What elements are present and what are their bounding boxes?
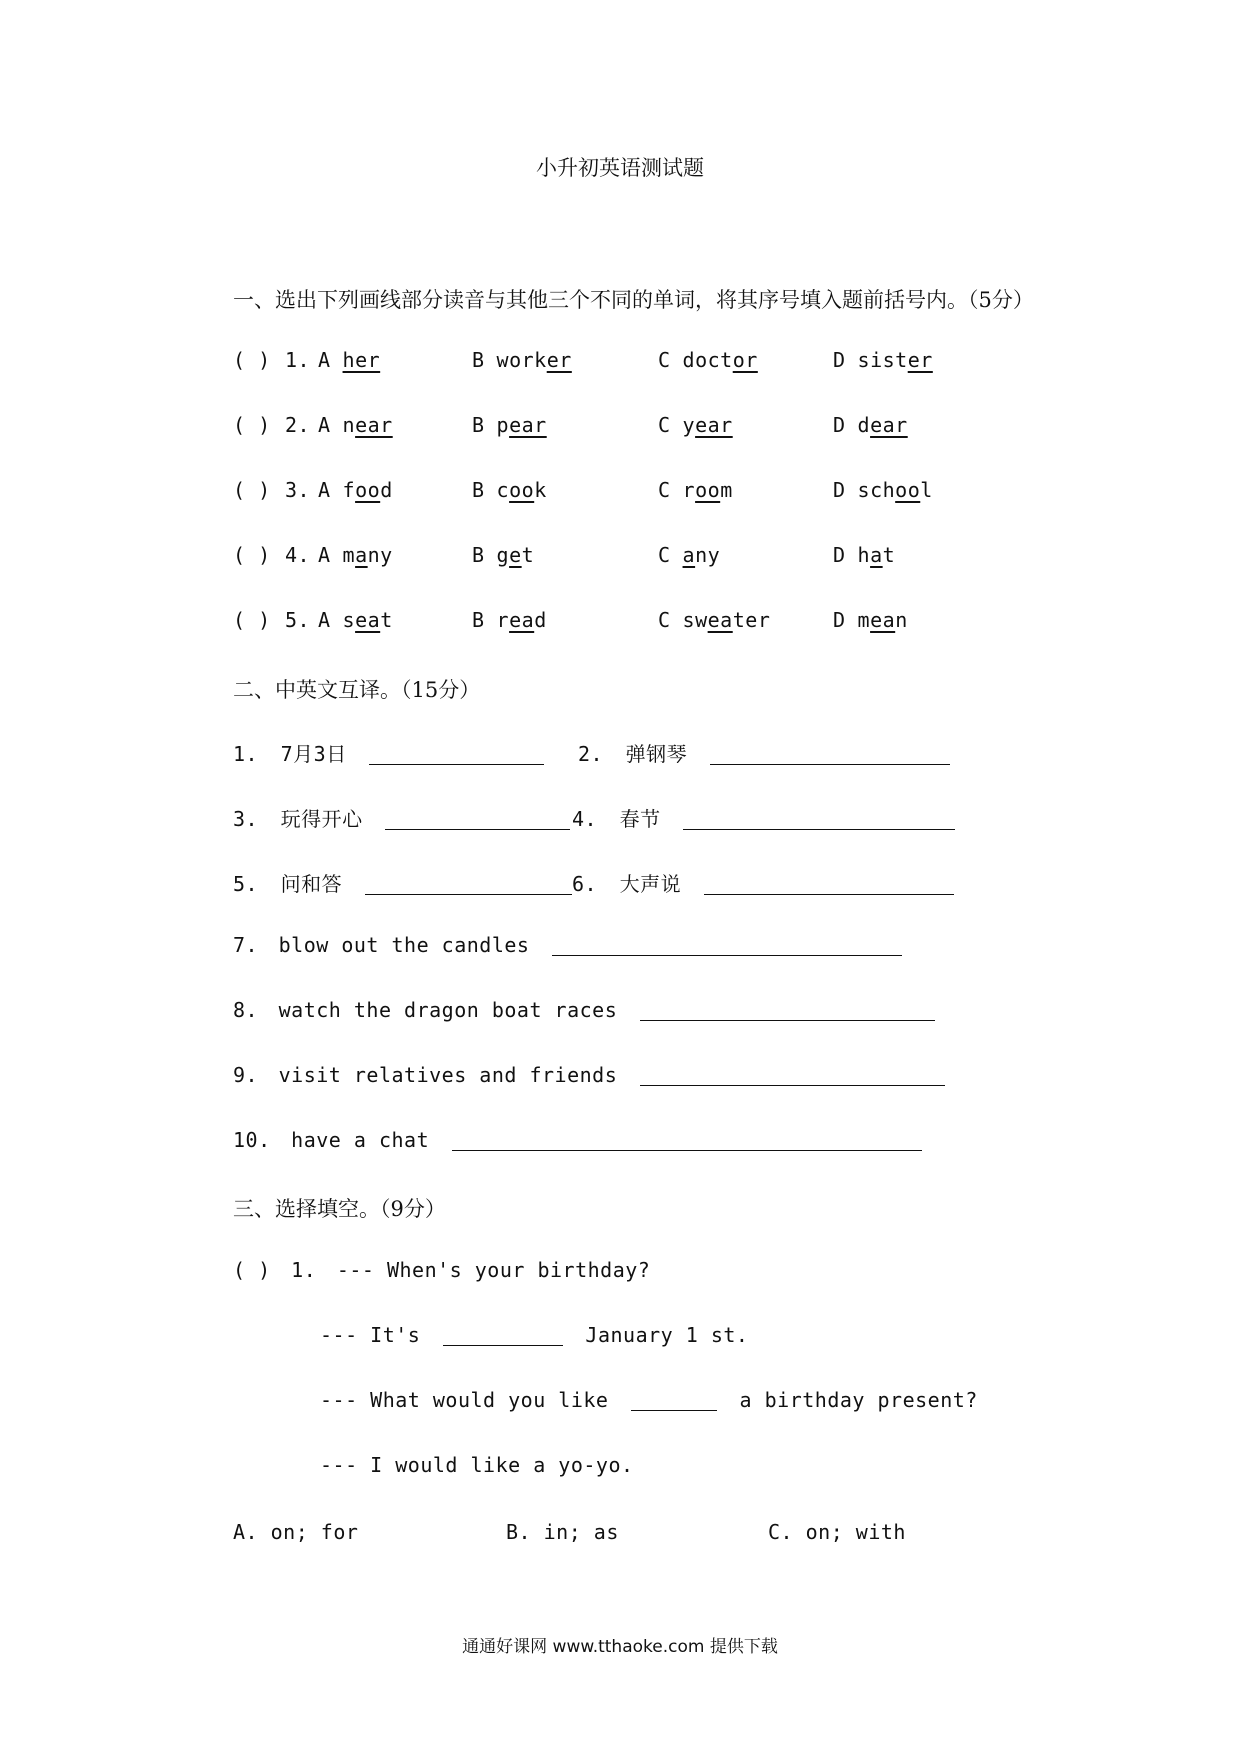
underlined-part: ear — [509, 413, 547, 437]
option-d — [833, 478, 933, 502]
option-letter: D — [833, 413, 846, 437]
answer-blank[interactable] — [640, 1084, 945, 1086]
dialogue-line-3 — [320, 1388, 978, 1412]
item-text: visit relatives and friends — [278, 1063, 618, 1087]
option-word — [858, 413, 908, 437]
option-word — [343, 608, 393, 632]
underlined-part: oo — [355, 478, 381, 502]
answer-bracket[interactable]: ( ) — [233, 478, 271, 502]
page-footer: 通通好课网 www.tthaoke.com 提供下载 — [462, 1637, 778, 1657]
option-letter: B — [472, 413, 485, 437]
item-text: 春节 — [619, 807, 661, 831]
option-b — [472, 413, 547, 437]
word-part: t — [882, 543, 896, 567]
word-part: g — [496, 543, 510, 567]
word-part: l — [920, 478, 933, 502]
option-b — [472, 543, 534, 567]
item-number: 4. — [572, 807, 598, 831]
word-part: c — [496, 478, 510, 502]
page-title: 小升初英语测试题 — [536, 156, 704, 180]
option-b — [472, 348, 572, 372]
underlined-part: ear — [355, 413, 393, 437]
question-number: 5. — [285, 608, 311, 632]
translation-item-9 — [233, 1063, 945, 1087]
option-a — [318, 478, 393, 502]
option-letter: D — [833, 608, 846, 632]
word-part: y — [682, 413, 696, 437]
item-number: 10. — [233, 1128, 271, 1152]
answer-blank[interactable] — [552, 954, 902, 956]
word-part: p — [496, 413, 510, 437]
option-letter: A — [318, 413, 331, 437]
dialogue-line-2 — [320, 1323, 748, 1347]
option-letter: B — [472, 608, 485, 632]
option-d — [833, 543, 895, 567]
option-b — [472, 608, 547, 632]
option-a[interactable]: A. on; for — [233, 1520, 359, 1544]
option-letter: C — [658, 348, 671, 372]
word-part: ter — [732, 608, 771, 632]
option-word — [858, 348, 933, 372]
word-part: n — [342, 413, 356, 437]
option-word — [497, 543, 535, 567]
option-word — [343, 543, 393, 567]
word-part: r — [682, 478, 696, 502]
item-number: 5. — [233, 872, 259, 896]
item-number: 8. — [233, 998, 259, 1022]
underlined-part: oo — [695, 478, 721, 502]
word-part: r — [496, 608, 510, 632]
option-word — [858, 543, 896, 567]
option-c — [658, 413, 733, 437]
word-part: d — [857, 413, 871, 437]
word-part: h — [857, 543, 871, 567]
section1-heading: 一、选出下列画线部分读音与其他三个不同的单词，将其序号填入题前括号内。（5分） — [233, 288, 1034, 312]
word-part: f — [342, 478, 356, 502]
answer-blank[interactable] — [704, 893, 954, 895]
underlined-part: ea — [509, 608, 535, 632]
word-part: t — [380, 608, 393, 632]
underlined-part: or — [732, 348, 758, 372]
answer-blank[interactable] — [385, 828, 570, 830]
option-a — [318, 413, 393, 437]
option-word — [683, 478, 733, 502]
question-number: 1. — [285, 348, 311, 372]
option-letter: B — [472, 478, 485, 502]
word-part: ny — [367, 543, 393, 567]
underlined-part: ea — [355, 608, 381, 632]
option-d — [833, 608, 908, 632]
translation-item-6 — [572, 868, 954, 897]
underlined-part: a — [682, 543, 696, 567]
underlined-part: oo — [509, 478, 535, 502]
option-word — [343, 413, 393, 437]
underlined-part: a — [355, 543, 368, 567]
answer-bracket[interactable]: ( ) — [233, 543, 271, 567]
mc-question-1 — [233, 1258, 650, 1282]
answer-bracket[interactable]: ( ) — [233, 413, 271, 437]
item-text: 玩得开心 — [280, 807, 363, 831]
option-word — [497, 348, 572, 372]
dialogue-line-4: --- I would like a yo-yo. — [320, 1453, 634, 1477]
word-part: d — [534, 608, 547, 632]
option-a — [318, 543, 393, 567]
option-letter: A — [318, 608, 331, 632]
dialogue-line-1: --- When's your birthday? — [336, 1258, 651, 1282]
option-letter: D — [833, 348, 846, 372]
item-number: 9. — [233, 1063, 259, 1087]
option-word — [497, 478, 547, 502]
option-letter: C — [658, 543, 671, 567]
dialogue-text: --- What would you like — [320, 1388, 609, 1412]
option-word — [683, 413, 733, 437]
option-word — [858, 478, 933, 502]
answer-blank[interactable] — [443, 1344, 563, 1346]
translation-item-5 — [233, 868, 572, 897]
word-part: n — [895, 608, 908, 632]
option-word — [497, 413, 547, 437]
option-letter: A — [318, 348, 331, 372]
item-number: 3. — [233, 807, 259, 831]
translation-item-8 — [233, 998, 935, 1022]
option-b[interactable]: B. in; as — [506, 1520, 619, 1544]
word-part: sch — [857, 478, 896, 502]
option-word — [343, 478, 393, 502]
option-letter: B — [472, 543, 485, 567]
word-part: doct — [682, 348, 733, 372]
translation-item-2 — [578, 738, 950, 767]
answer-bracket[interactable]: ( ) — [233, 608, 271, 632]
item-text: have a chat — [291, 1128, 430, 1152]
option-c[interactable]: C. on; with — [768, 1520, 906, 1544]
underlined-part: er — [546, 348, 572, 372]
translation-item-4 — [572, 803, 955, 832]
item-text: 大声说 — [619, 872, 682, 896]
word-part: work — [496, 348, 547, 372]
item-text: 弹钢琴 — [625, 742, 688, 766]
word-part: m — [342, 543, 356, 567]
option-a — [318, 348, 380, 372]
option-letter: D — [833, 543, 846, 567]
option-word — [683, 348, 758, 372]
option-a — [318, 608, 393, 632]
answer-blank[interactable] — [452, 1149, 922, 1151]
word-part: t — [521, 543, 535, 567]
section3-heading: 三、选择填空。（9分） — [233, 1197, 446, 1221]
answer-bracket[interactable]: ( ) — [233, 1258, 271, 1282]
option-letter: B — [472, 348, 485, 372]
item-number: 1. — [233, 742, 259, 766]
option-d — [833, 413, 908, 437]
option-letter: A — [318, 478, 331, 502]
option-c — [658, 348, 758, 372]
option-c — [658, 608, 770, 632]
item-text: watch the dragon boat races — [278, 998, 618, 1022]
option-word — [343, 348, 381, 372]
option-letter: C — [658, 413, 671, 437]
item-number: 2. — [578, 742, 604, 766]
option-word — [858, 608, 908, 632]
dialogue-text: January 1 st. — [585, 1323, 749, 1347]
item-number: 6. — [572, 872, 598, 896]
option-word — [683, 608, 771, 632]
underlined-part: er — [907, 348, 933, 372]
underlined-part: e — [509, 543, 522, 567]
question-number: 4. — [285, 543, 311, 567]
question-number: 1. — [291, 1258, 317, 1282]
underlined-part: her — [342, 348, 381, 372]
item-text: 7月3日 — [280, 742, 347, 766]
question-number: 2. — [285, 413, 311, 437]
answer-blank[interactable] — [369, 763, 544, 765]
underlined-part: ea — [707, 608, 733, 632]
word-part: m — [720, 478, 733, 502]
word-part: k — [534, 478, 547, 502]
translation-item-1 — [233, 738, 544, 767]
underlined-part: a — [870, 543, 883, 567]
option-d — [833, 348, 933, 372]
dialogue-text: --- It's — [320, 1323, 421, 1347]
option-letter: C — [658, 608, 671, 632]
option-c — [658, 543, 720, 567]
section2-heading: 二、中英文互译。（15分） — [233, 678, 481, 702]
word-part: sw — [682, 608, 708, 632]
question-number: 3. — [285, 478, 311, 502]
translation-item-3 — [233, 803, 570, 832]
answer-blank[interactable] — [365, 893, 572, 895]
underlined-part: oo — [895, 478, 921, 502]
item-text: 问和答 — [280, 872, 343, 896]
underlined-part: ea — [870, 608, 896, 632]
word-part: m — [857, 608, 871, 632]
word-part: sist — [857, 348, 908, 372]
underlined-part: ear — [870, 413, 908, 437]
translation-item-7 — [233, 933, 902, 957]
answer-bracket[interactable]: ( ) — [233, 348, 271, 372]
word-part: s — [342, 608, 356, 632]
answer-blank[interactable] — [710, 763, 950, 765]
option-letter: D — [833, 478, 846, 502]
option-b — [472, 478, 547, 502]
option-word — [497, 608, 547, 632]
dialogue-text: a birthday present? — [739, 1388, 978, 1412]
word-part: ny — [695, 543, 721, 567]
item-number: 7. — [233, 933, 259, 957]
answer-blank[interactable] — [640, 1019, 935, 1021]
option-letter: A — [318, 543, 331, 567]
option-word — [683, 543, 721, 567]
word-part: d — [380, 478, 393, 502]
translation-item-10 — [233, 1128, 922, 1152]
option-letter: C — [658, 478, 671, 502]
option-c — [658, 478, 733, 502]
item-text: blow out the candles — [278, 933, 530, 957]
answer-blank[interactable] — [631, 1409, 717, 1411]
answer-blank[interactable] — [683, 828, 955, 830]
underlined-part: ear — [695, 413, 733, 437]
